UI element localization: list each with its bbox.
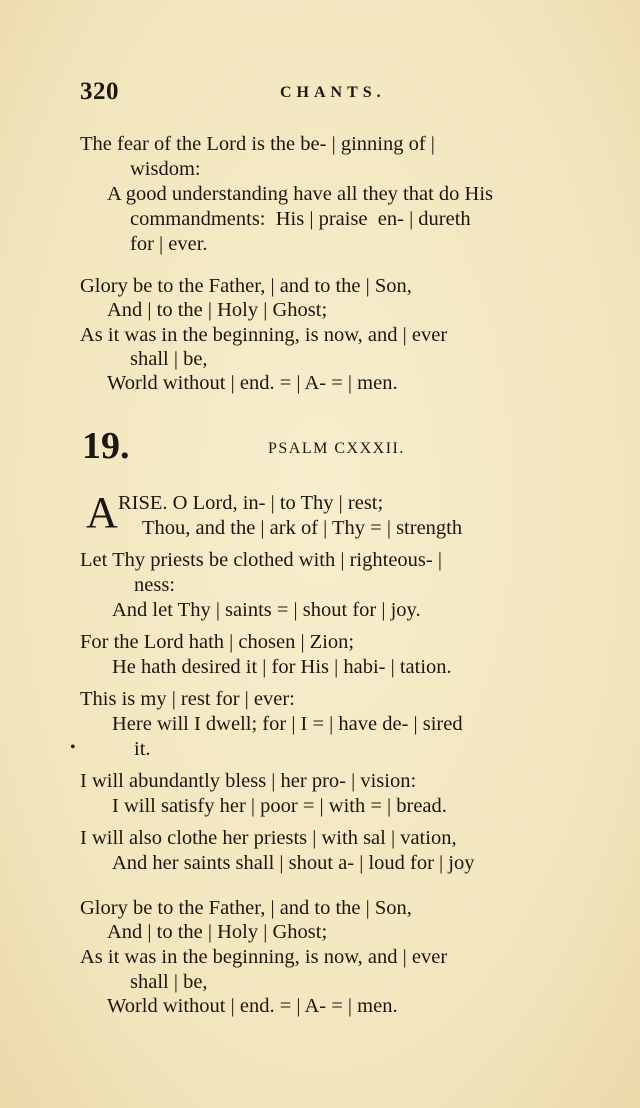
psalm-line: For the Lord hath | chosen | Zion; — [80, 631, 355, 653]
gloria-line: And | to the | Holy | Ghost; — [107, 299, 328, 321]
psalm-title: PSALM CXXXII. — [268, 440, 405, 457]
psalm-line: Here will I dwell; for | I = | have de- | sired — [112, 713, 463, 735]
psalm-line: I will also clothe her priests | with sal | vation, — [80, 827, 457, 849]
gloria-line: Glory be to the Father, | and to the | Son, — [80, 275, 412, 297]
psalm-line: And her saints shall | shout a- | loud for | joy — [112, 852, 475, 874]
gloria-line: World without | end. = | A- = | men. — [107, 995, 398, 1017]
chant-line: The fear of the Lord is the be- | ginning of | — [80, 133, 435, 155]
gloria-line: As it was in the beginning, is now, and | ever — [80, 946, 448, 968]
psalm-number: 19. — [82, 425, 130, 467]
psalm-line: it. — [134, 738, 151, 760]
psalm-line: RISE. O Lord, in- | to Thy | rest; — [118, 492, 384, 514]
gloria-line: Glory be to the Father, | and to the | Son, — [80, 897, 412, 919]
psalm-line: ness: — [134, 574, 175, 596]
page-number: 320 — [80, 78, 119, 105]
chant-line: wisdom: — [130, 158, 201, 180]
gloria-line: World without | end. = | A- = | men. — [107, 372, 398, 394]
chant-line: for | ever. — [130, 233, 208, 255]
psalm-line: I will satisfy her | poor = | with = | bread. — [112, 795, 447, 817]
gloria-line: shall | be, — [130, 348, 208, 370]
psalm-line: He hath desired it | for His | habi- | tation. — [112, 656, 452, 678]
gloria-line: shall | be, — [130, 971, 208, 993]
chant-line: commandments: His | praise en- | dureth — [130, 208, 471, 230]
ink-mark: • — [70, 739, 76, 756]
psalm-line: Thou, and the | ark of | Thy = | strength — [142, 517, 463, 539]
gloria-line: As it was in the beginning, is now, and | ever — [80, 324, 448, 346]
gloria-line: And | to the | Holy | Ghost; — [107, 921, 328, 943]
psalm-line: And let Thy | saints = | shout for | joy. — [112, 599, 421, 621]
drop-cap: A — [86, 488, 118, 537]
psalm-line: This is my | rest for | ever: — [80, 688, 295, 710]
psalm-line: I will abundantly bless | her pro- | vision: — [80, 770, 417, 792]
page-header — [80, 78, 600, 108]
chant-line: A good understanding have all they that do His — [107, 183, 494, 205]
psalm-line: Let Thy priests be clothed with | righteous- | — [80, 549, 442, 571]
running-head: CHANTS. — [280, 84, 386, 101]
